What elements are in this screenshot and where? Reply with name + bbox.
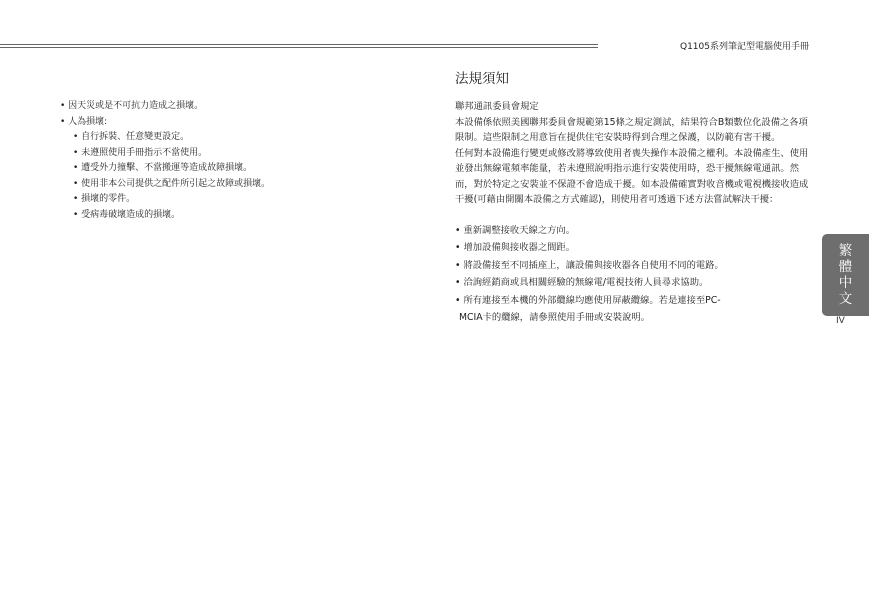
list-item: • 受病毒破壞造成的損壞。 [73, 209, 181, 220]
bullet-item: • 將設備接至不同插座上，讓設備與接收器各自使用不同的電路。 [455, 259, 724, 271]
manual-title: Q1105系列筆記型電腦使用手冊 [680, 42, 809, 52]
section-title: 法規須知 [455, 71, 509, 87]
language-tab [822, 234, 869, 316]
paragraph: 本設備係依照美國聯邦委員會規範第15條之規定測試，結果符合B類數位化設備之各項限制。這些限制之用意旨在提供住宅安裝時得到合理之保護，以防範有害干擾。 [455, 116, 808, 143]
list-item: • 損壞的零件。 [73, 194, 136, 204]
bullet-item: • 增加設備與接收器之間距。 [455, 242, 576, 253]
right-column [455, 67, 810, 327]
bullet-item: • 洽詢經銷商或具相關經驗的無線電/電視技術人員尋求協助。 [455, 277, 709, 288]
list-item: • 使用非本公司提供之配件所引起之故障或損壞。 [73, 178, 271, 189]
list-item: • 因天災或是不可抗力造成之損壞。 [60, 101, 204, 111]
language-tab-char: 中 [838, 275, 853, 291]
bullet-list [455, 222, 810, 327]
bullet-item-continued: MCIA卡的纜線，請參照使用手冊或安裝說明。 [459, 312, 650, 323]
page-number: IV [836, 316, 845, 326]
bullet-item: • 重新調整接收天線之方向。 [455, 224, 576, 236]
list-item: • 自行拆裝、任意變更設定。 [73, 132, 190, 142]
language-tab-char: 繁 [838, 243, 853, 259]
paragraph: 任何對本設備進行變更或修改將導致使用者喪失操作本設備之權利。本設備產生、使用並發出無線電頻率能量，若未遵照說明指示進行安裝使用時，恐干擾無線電通訊。然而，對於特定之安裝並不保證不會造成干擾。如本設備確實對收音機或電視機接收造成干擾(可藉由開關本設備之方式確認)，則使用者可透過下述方法嘗試解決干擾： [455, 147, 809, 205]
header-rule-bottom [0, 47, 598, 48]
bullet-item: • 所有連接至本機的外部纜線均應使用屏蔽纜線。若是連接至PC- [455, 294, 721, 306]
header-rule-top [0, 44, 598, 45]
list-item: • 未遵照使用手冊指示不當使用。 [73, 147, 208, 158]
language-tab-char: 文 [838, 291, 853, 307]
paragraph-heading: 聯邦通訊委員會規定 [455, 101, 539, 112]
language-tab-char: 體 [838, 259, 853, 275]
list-item: • 遭受外力撞擊、不當搬運等造成故障損壞。 [73, 163, 253, 173]
left-column [60, 99, 400, 223]
list-item: • 人為損壞: [60, 116, 108, 127]
